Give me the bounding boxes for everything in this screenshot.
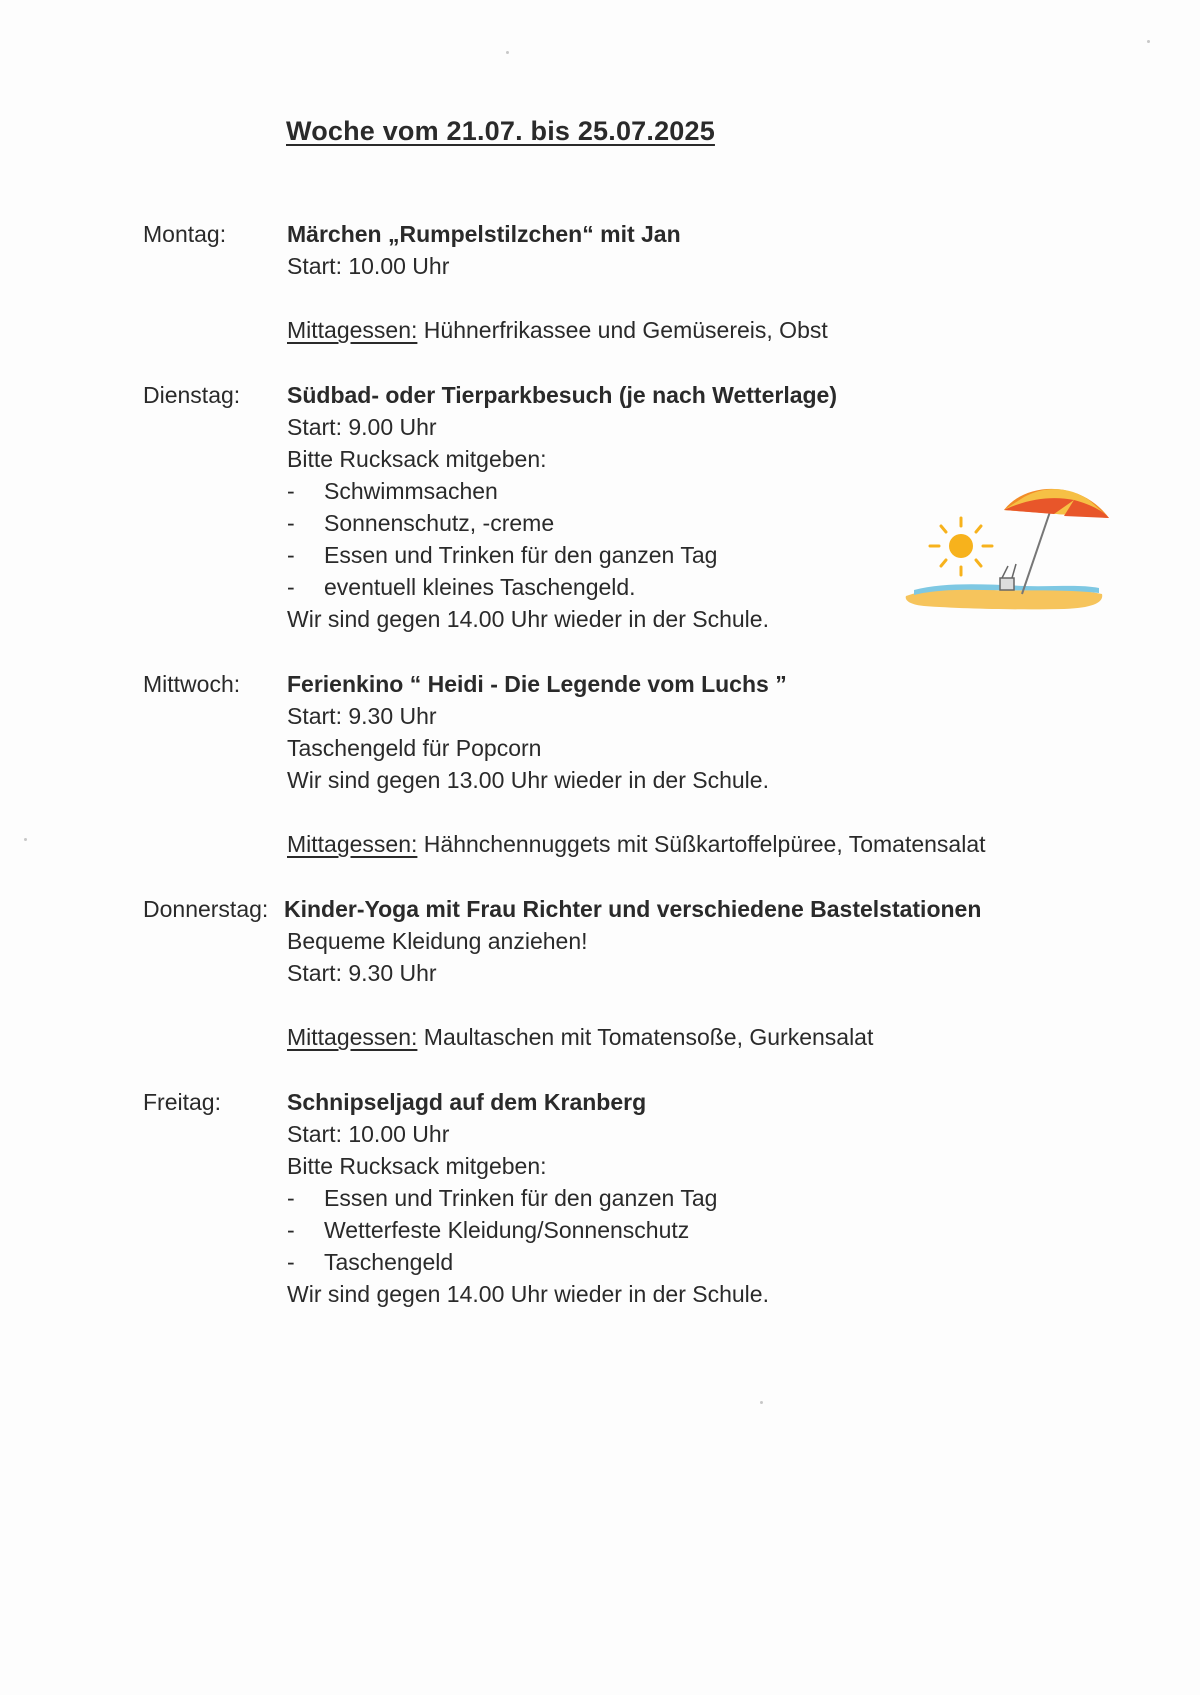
lunch-label: Mittagessen: <box>287 1024 418 1050</box>
clothing-note: Bequeme Kleidung anziehen! <box>287 928 588 954</box>
list-item: - Schwimmsachen <box>287 478 498 504</box>
return-time: Wir sind gegen 13.00 Uhr wieder in der Schule. <box>287 767 769 793</box>
list-item: - eventuell kleines Taschengeld. <box>287 574 636 600</box>
beach-umbrella-sun-icon <box>904 478 1114 618</box>
lunch-line <box>287 828 1087 860</box>
packing-note: Bitte Rucksack mitgeben: <box>287 446 547 472</box>
page-title: Woche vom 21.07. bis 25.07.2025 <box>286 116 715 146</box>
lunch-label: Mittagessen: <box>287 317 418 343</box>
activity-title: Südbad- oder Tierparkbesuch (je nach Wetterlage) <box>287 382 838 408</box>
day-content <box>287 218 1087 346</box>
lunch-menu: Hühnerfrikassee und Gemüsereis, Obst <box>417 317 828 343</box>
start-time: Start: 10.00 Uhr <box>287 253 450 279</box>
day-label: Donnerstag: <box>143 896 269 922</box>
day-content <box>287 668 1087 860</box>
start-time: Start: 9.00 Uhr <box>287 414 437 440</box>
day-content <box>284 893 1084 925</box>
day-label: Mittwoch: <box>143 671 241 697</box>
lunch-line <box>287 1021 1087 1053</box>
activity-title: Ferienkino “ Heidi - Die Legende vom Luchs ” <box>287 671 787 697</box>
return-time: Wir sind gegen 14.00 Uhr wieder in der Schule. <box>287 606 769 632</box>
day-label: Dienstag: <box>143 382 241 408</box>
packing-note: Bitte Rucksack mitgeben: <box>287 1153 547 1179</box>
day-content <box>287 1086 1087 1310</box>
activity-title: Märchen „Rumpelstilzchen“ mit Jan <box>287 221 681 247</box>
return-time: Wir sind gegen 14.00 Uhr wieder in der Schule. <box>287 1281 769 1307</box>
lunch-menu: Hähnchennuggets mit Süßkartoffelpüree, Tomatensalat <box>417 831 986 857</box>
day-label: Montag: <box>143 221 227 247</box>
lunch-menu: Maultaschen mit Tomatensoße, Gurkensalat <box>417 1024 874 1050</box>
day-label: Freitag: <box>143 1089 221 1115</box>
start-time: Start: 9.30 Uhr <box>287 960 437 986</box>
day-details <box>287 925 1087 1053</box>
lunch-label: Mittagessen: <box>287 831 418 857</box>
start-time: Start: 9.30 Uhr <box>287 703 437 729</box>
lunch-line <box>287 314 1087 346</box>
list-item: - Sonnenschutz, -creme <box>287 510 555 536</box>
activity-title: Kinder-Yoga mit Frau Richter und verschiedene Bastelstationen <box>284 896 982 922</box>
money-note: Taschengeld für Popcorn <box>287 735 542 761</box>
list-item: - Taschengeld <box>287 1249 454 1275</box>
start-time: Start: 10.00 Uhr <box>287 1121 450 1147</box>
list-item: - Essen und Trinken für den ganzen Tag <box>287 1185 718 1211</box>
list-item: - Essen und Trinken für den ganzen Tag <box>287 542 718 568</box>
list-item: - Wetterfeste Kleidung/Sonnenschutz <box>287 1217 690 1243</box>
activity-title: Schnipseljagd auf dem Kranberg <box>287 1089 647 1115</box>
